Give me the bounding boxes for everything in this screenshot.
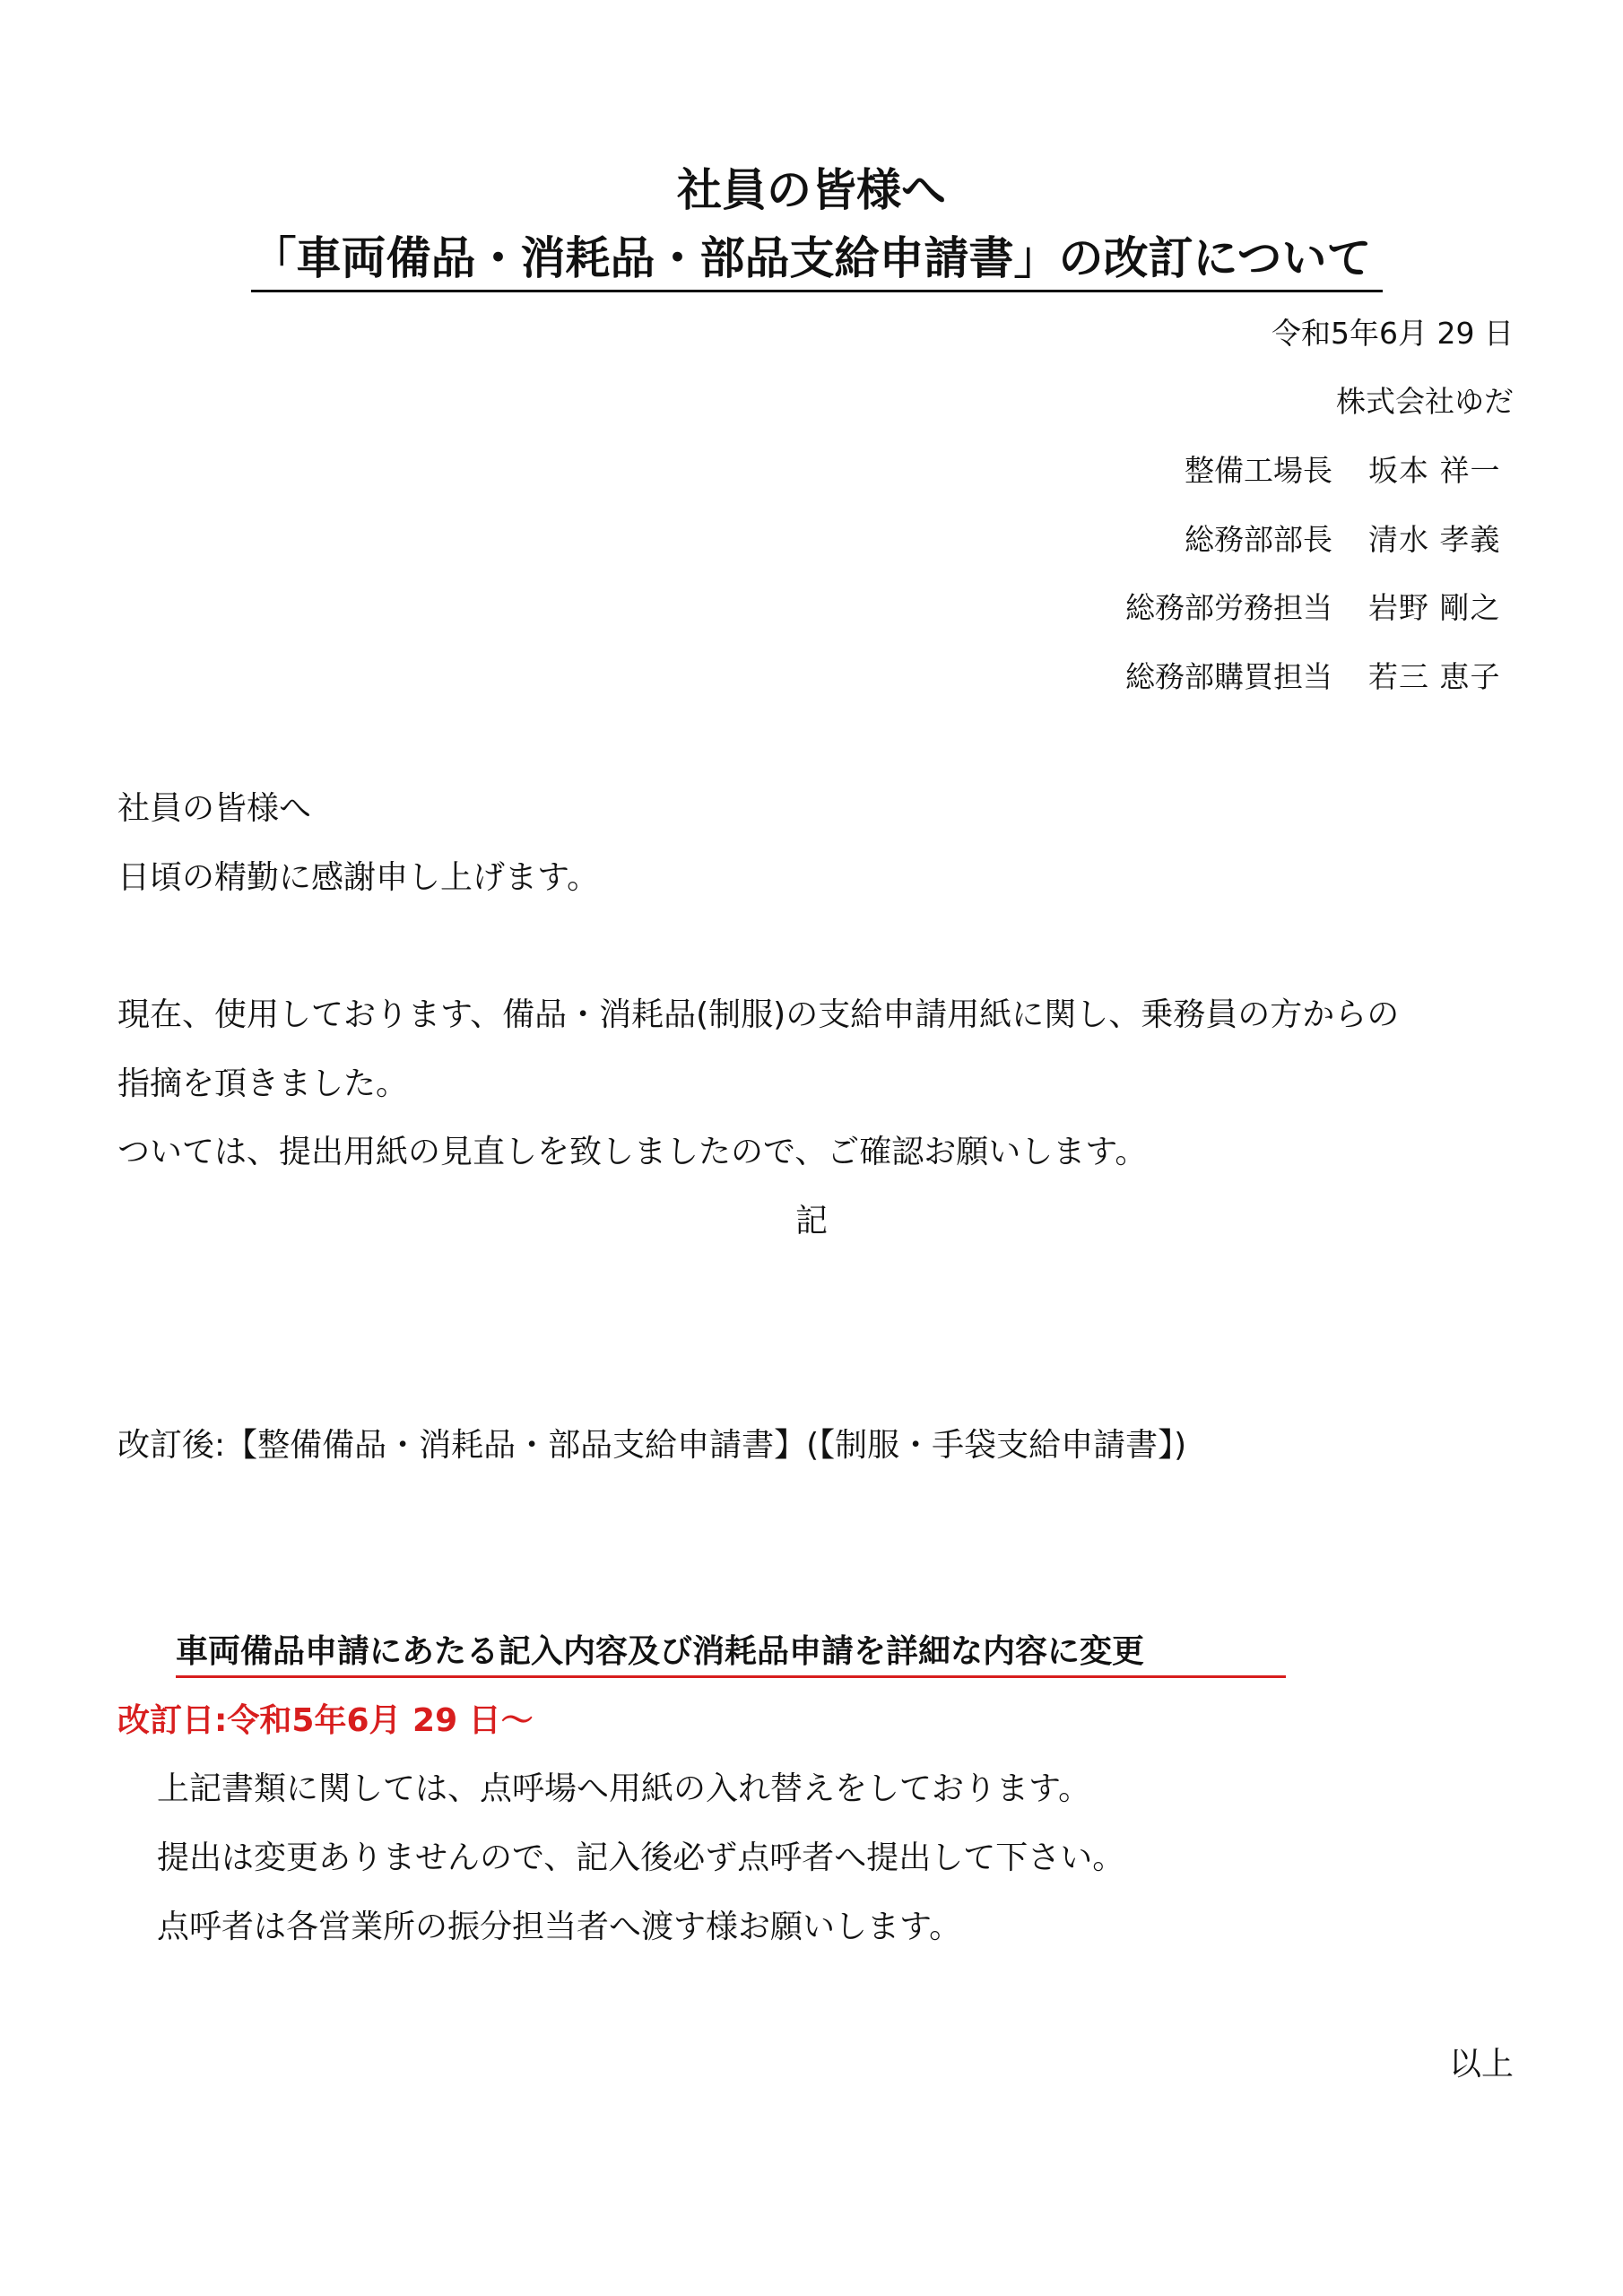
signatory-row: [1185, 453, 1514, 489]
closing: 以上: [1448, 2046, 1514, 2083]
signatory-row: [1125, 659, 1514, 695]
document-title: 「車両備品・消耗品・部品支給申請書」の改訂について: [251, 232, 1372, 284]
salutation: 社員の皆様へ: [117, 790, 312, 827]
signatory-name: 坂本 祥一: [1368, 453, 1501, 488]
change-summary: 車両備品申請にあたる記入内容及び消耗品申請を詳細な内容に変更: [176, 1633, 1145, 1670]
signatory-role: 総務部労務担当: [1125, 590, 1332, 625]
signatory-name: 若三 恵子: [1368, 659, 1501, 694]
notice-line: 上記書類に関しては、点呼場へ用紙の入れ替えをしております。: [157, 1770, 1091, 1807]
signatory-role: 総務部部長: [1185, 522, 1332, 557]
signatory-role: 整備工場長: [1185, 453, 1332, 488]
paragraph-line: ついては、提出用紙の見直しを致しましたので、ご確認お願いします。: [117, 1134, 1148, 1170]
issue-date: 令和5年6月 29 日: [1271, 316, 1514, 351]
notice-line: 点呼者は各営業所の振分担当者へ渡す様お願いします。: [157, 1909, 962, 1945]
signatory-role: 総務部購買担当: [1125, 659, 1332, 694]
signatory-row: [1125, 590, 1514, 626]
paragraph-line: 現在、使用しております、備品・消耗品(制服)の支給申請用紙に関し、乗務員の方からの: [117, 996, 1400, 1033]
revision-after: 改訂後:【整備備品・消耗品・部品支給申請書】(【制服・手袋支給申請書】): [117, 1427, 1187, 1464]
company-name: 株式会社ゆだ: [1336, 384, 1514, 419]
ki-heading: 記: [794, 1203, 828, 1239]
signatory-name: 清水 孝義: [1368, 522, 1501, 557]
greeting: 日頃の精勤に感謝申し上げます。: [117, 859, 600, 896]
revision-date: 改訂日:令和5年6月 29 日～: [117, 1702, 534, 1739]
notice-line: 提出は変更ありませんので、記入後必ず点呼者へ提出して下さい。: [157, 1839, 1125, 1876]
signatory-name: 岩野 剛之: [1368, 590, 1501, 625]
paragraph-line: 指摘を頂きました。: [117, 1065, 409, 1102]
title-underline: [251, 290, 1383, 292]
change-summary-underline: [176, 1675, 1286, 1678]
signatory-row: [1185, 522, 1514, 558]
title-line-1: 社員の皆様へ: [677, 164, 946, 216]
